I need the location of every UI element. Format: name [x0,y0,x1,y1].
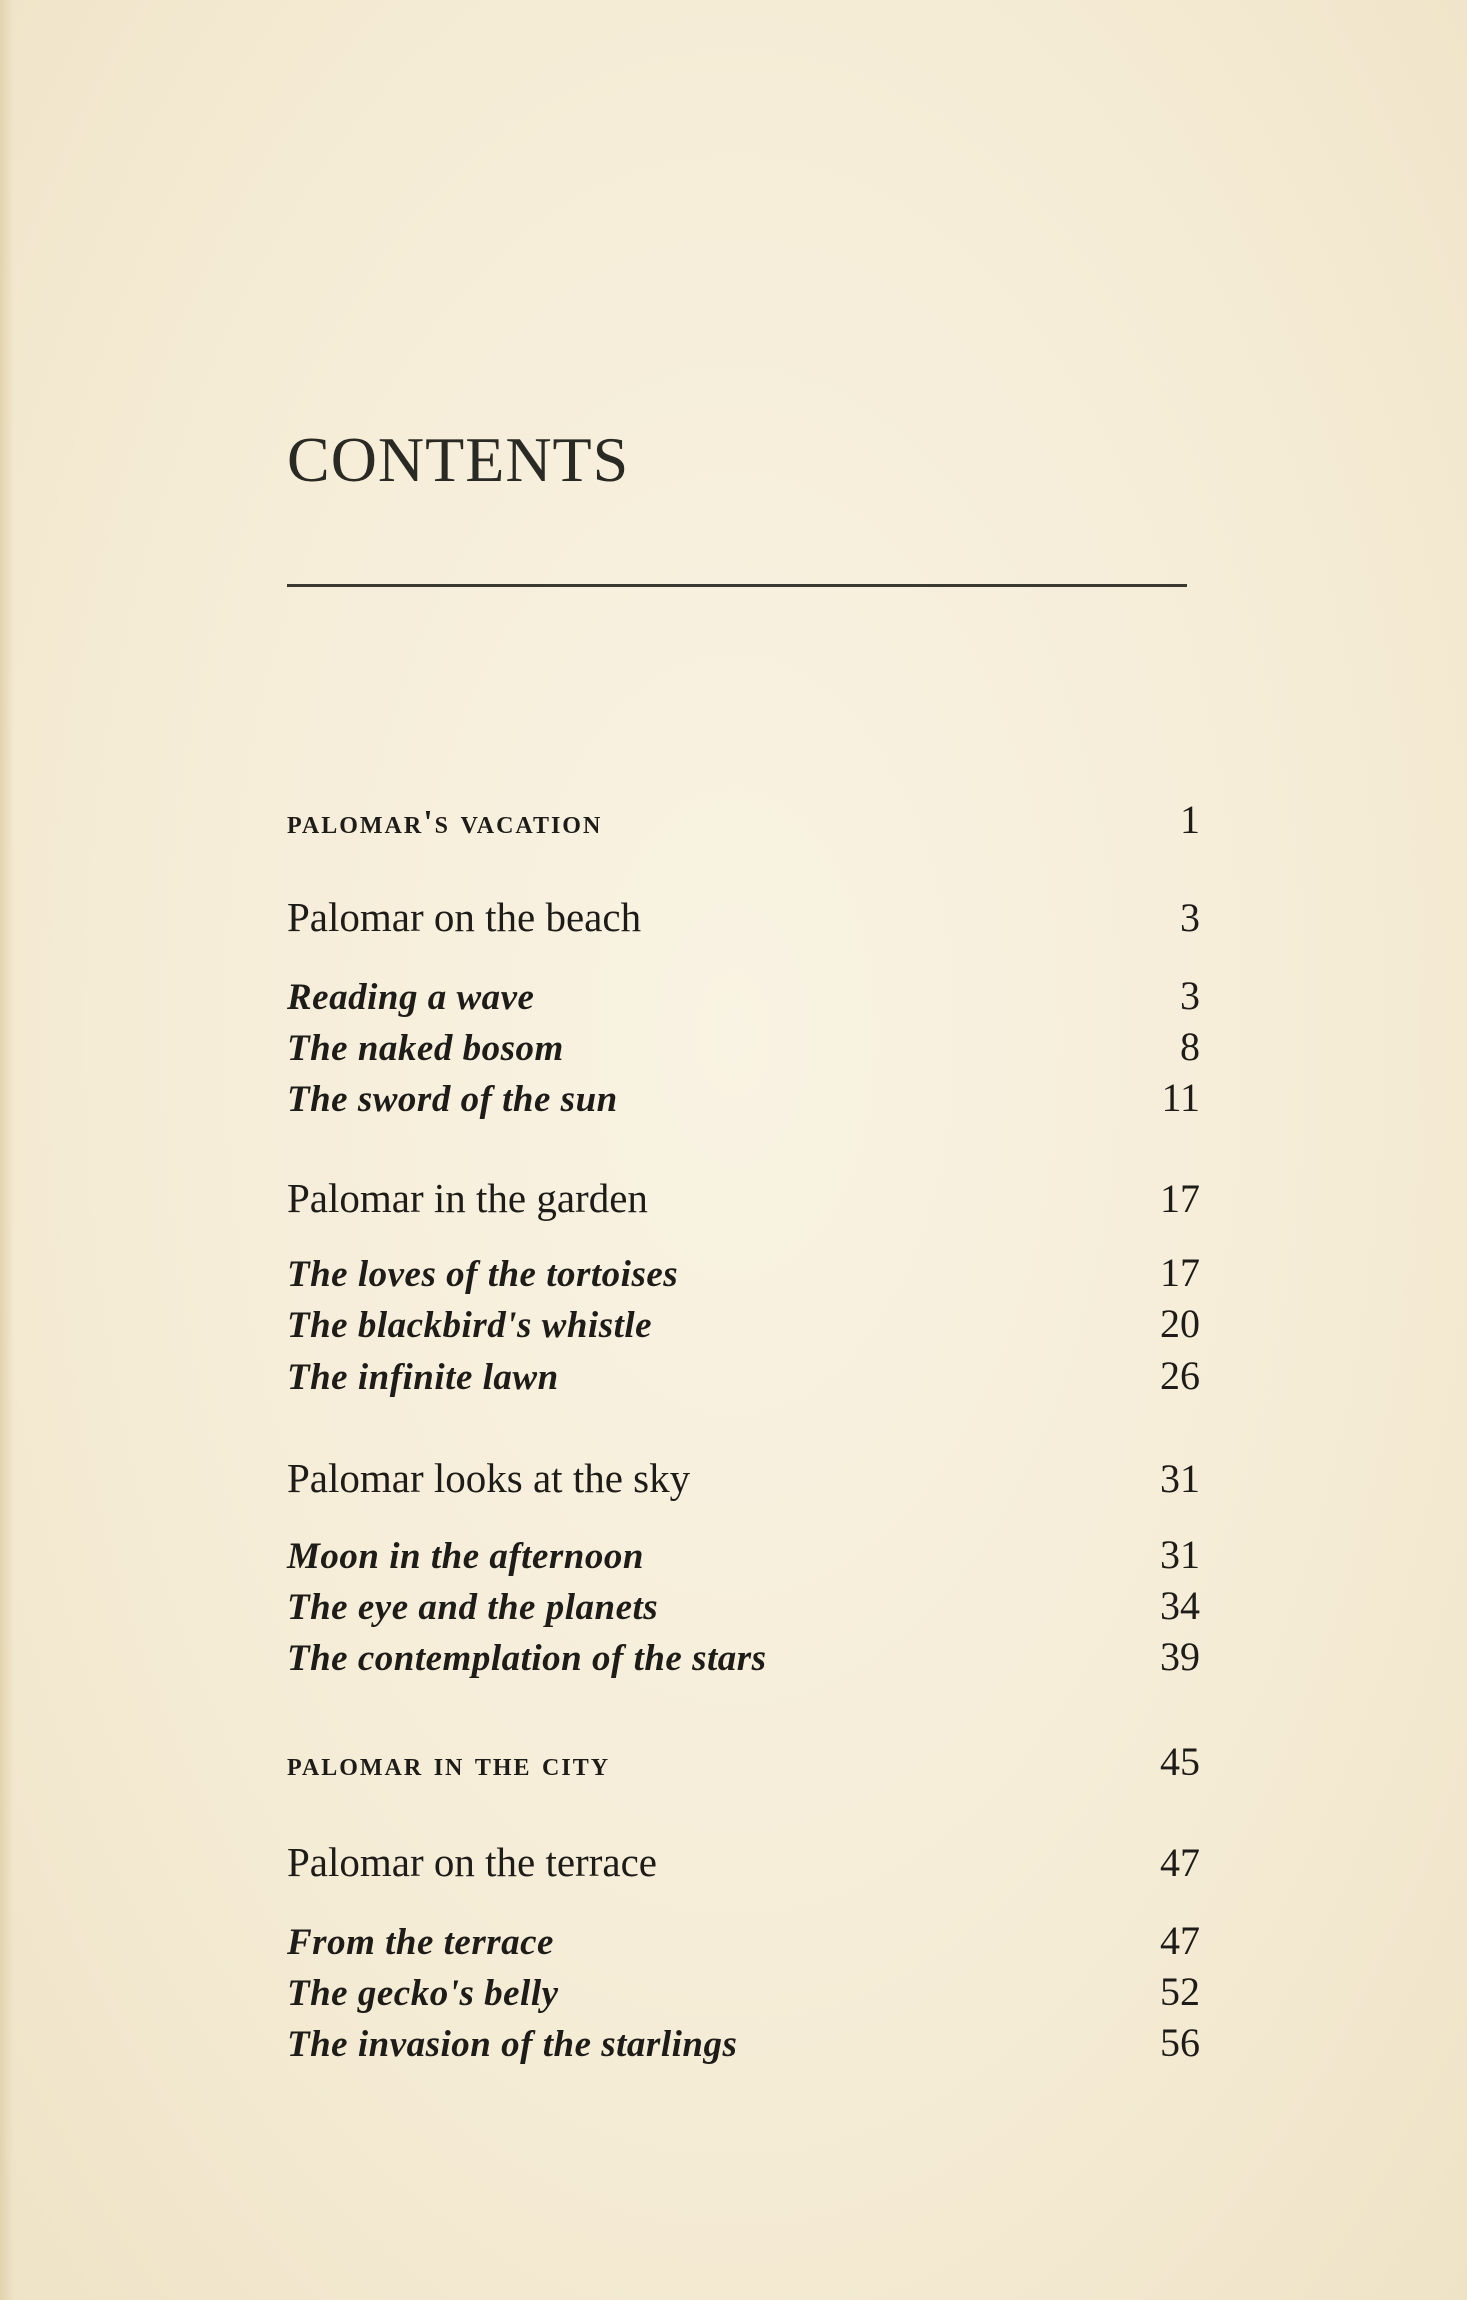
toc-part[interactable] [287,797,1200,842]
toc-chapter[interactable] [287,894,1200,940]
section-title: The contemplation of the stars [287,1638,767,1679]
page-number: 26 [1160,1353,1200,1398]
section-title: From the terrace [287,1922,554,1963]
page-number: 1 [1180,797,1200,842]
page-number: 31 [1160,1532,1200,1577]
page-number: 52 [1160,1969,1200,2014]
section-title: The naked bosom [287,1028,564,1069]
page-number: 3 [1180,973,1200,1018]
toc-chapter[interactable] [287,1839,1200,1885]
page-number: 31 [1160,1456,1200,1501]
toc-section[interactable] [287,1024,1200,1069]
page-number: 11 [1161,1075,1200,1120]
page-edge-shadow [0,0,14,2300]
section-title: The invasion of the starlings [287,2024,738,2065]
toc-section[interactable] [287,1075,1200,1120]
toc-section[interactable] [287,1353,1200,1398]
toc-section[interactable] [287,1634,1200,1679]
table-of-contents [287,0,1200,2300]
page-number: 47 [1160,1918,1200,1963]
chapter-title: Palomar on the beach [287,894,642,940]
section-title: Moon in the afternoon [287,1536,644,1577]
page-number: 56 [1160,2020,1200,2065]
chapter-title: Palomar in the garden [287,1175,648,1221]
page-number: 45 [1160,1739,1200,1784]
page-title: CONTENTS [287,424,630,495]
section-title: The gecko's belly [287,1973,559,2014]
section-title: Reading a wave [287,977,535,1018]
toc-section[interactable] [287,1301,1200,1346]
toc-section[interactable] [287,1918,1200,1963]
section-title: The blackbird's whistle [287,1305,653,1346]
chapter-title: Palomar on the terrace [287,1839,657,1885]
part-title: palomar in the city [287,1746,611,1783]
section-title: The eye and the planets [287,1587,659,1628]
page-number: 17 [1160,1250,1200,1295]
section-title: The infinite lawn [287,1357,559,1398]
page-number: 17 [1160,1176,1200,1221]
toc-part[interactable] [287,1739,1200,1784]
toc-section[interactable] [287,1583,1200,1628]
toc-section[interactable] [287,1969,1200,2014]
chapter-title: Palomar looks at the sky [287,1455,691,1501]
toc-section[interactable] [287,2020,1200,2065]
page-number: 47 [1160,1840,1200,1885]
part-title: palomar's vacation [287,804,603,841]
page-number: 34 [1160,1583,1200,1628]
toc-chapter[interactable] [287,1455,1200,1501]
page-number: 8 [1180,1024,1200,1069]
section-title: The loves of the tortoises [287,1254,679,1295]
toc-chapter[interactable] [287,1175,1200,1221]
page-number: 20 [1160,1301,1200,1346]
toc-section[interactable] [287,973,1200,1018]
page-number: 39 [1160,1634,1200,1679]
toc-section[interactable] [287,1532,1200,1577]
toc-section[interactable] [287,1250,1200,1295]
page-number: 3 [1180,895,1200,940]
section-title: The sword of the sun [287,1079,618,1120]
